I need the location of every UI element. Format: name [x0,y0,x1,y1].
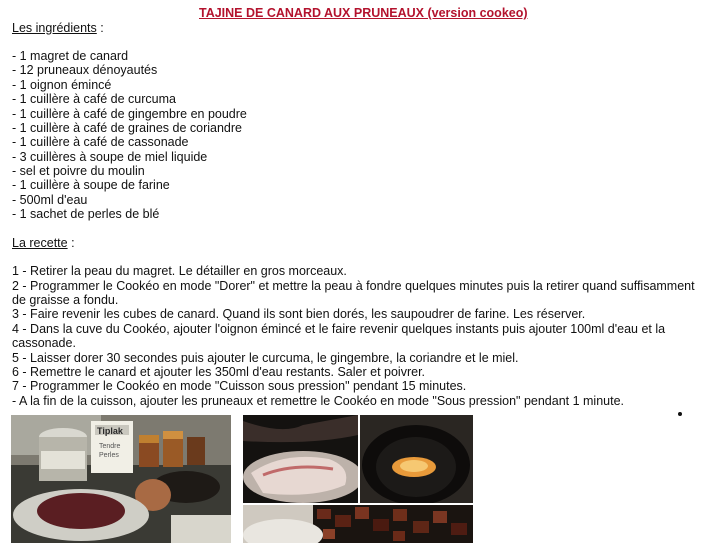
ingredient-item: - 500ml d'eau [12,193,88,207]
duck-cubes-photo-svg [243,505,473,543]
ingredient-item: - 1 cuillère à café de graines de coriandre [12,121,242,135]
recipe-step: 2 - Programmer le Cookéo en mode "Dorer" et mettre la peau à fondre quelques minutes puis la retirer quand suffisamment [12,279,695,293]
ingredient-item: - 1 oignon émincé [12,78,112,92]
recipe-step: 7 - Programmer le Cookéo en mode "Cuisson sous pression" pendant 15 minutes. [12,379,467,393]
tender-label: Tendre [99,443,121,450]
ingredient-item: - sel et poivre du moulin [12,164,145,178]
ingredient-item: - 1 sachet de perles de blé [12,207,160,221]
ingredient-item: - 12 pruneaux dénoyautés [12,63,158,77]
duck-skin-photo-svg [243,415,358,503]
pan-photo [360,415,473,503]
duck-skin-photo [243,415,358,503]
recipe-step: 4 - Dans la cuve du Cookéo, ajouter l'oignon émincé et le faire revenir quelques instants puis ajouter 100ml d'eau et la [12,322,666,336]
perles-label: Perles [99,452,119,459]
recipe-title: TAJINE DE CANARD AUX PRUNEAUX (version cookeo) [199,6,528,20]
recipe-step: de graisse a fondu. [12,293,119,307]
recipe-step: 6 - Remettre le canard et ajouter les 350ml d'eau restants. Saler et poivrer. [12,365,426,379]
stray-dot [678,412,682,416]
ingredient-item: - 1 cuillère à café de gingembre en poudre [12,107,247,121]
recipe-step: cassonade. [12,336,76,350]
recipe-step: 3 - Faire revenir les cubes de canard. Quand ils sont bien dorés, les saupoudrer de farine. Les réserver. [12,307,586,321]
ingredient-item: - 1 magret de canard [12,49,129,63]
recipe-heading-text: La recette [12,236,68,250]
ingredients-heading-colon: : [96,21,104,35]
duck-cubes-photo [243,505,473,543]
recipe-step: - A la fin de la cuisson, ajouter les pruneaux et remettre le Cookéo en mode "Sous pression" pendant 1 minute. [12,394,625,408]
ingredients-heading [12,21,104,35]
tiplak-label: Tiplak [97,426,123,436]
recipe-step: 1 - Retirer la peau du magret. Le détailler en gros morceaux. [12,264,347,278]
recipe-step: 5 - Laisser dorer 30 secondes puis ajouter le curcuma, le gingembre, la coriandre et le miel. [12,351,519,365]
recipe-heading [12,236,75,250]
recipe-heading-colon: : [67,236,75,250]
ingredient-item: - 1 cuillère à café de curcuma [12,92,176,106]
pan-photo-svg [360,415,473,503]
ingredients-photo-svg [11,415,231,543]
ingredient-item: - 1 cuillère à soupe de farine [12,178,170,192]
ingredients-heading-text: Les ingrédients [12,21,97,35]
ingredient-item: - 1 cuillère à café de cassonade [12,135,189,149]
ingredients-photo [11,415,231,543]
ingredient-item: - 3 cuillères à soupe de miel liquide [12,150,208,164]
